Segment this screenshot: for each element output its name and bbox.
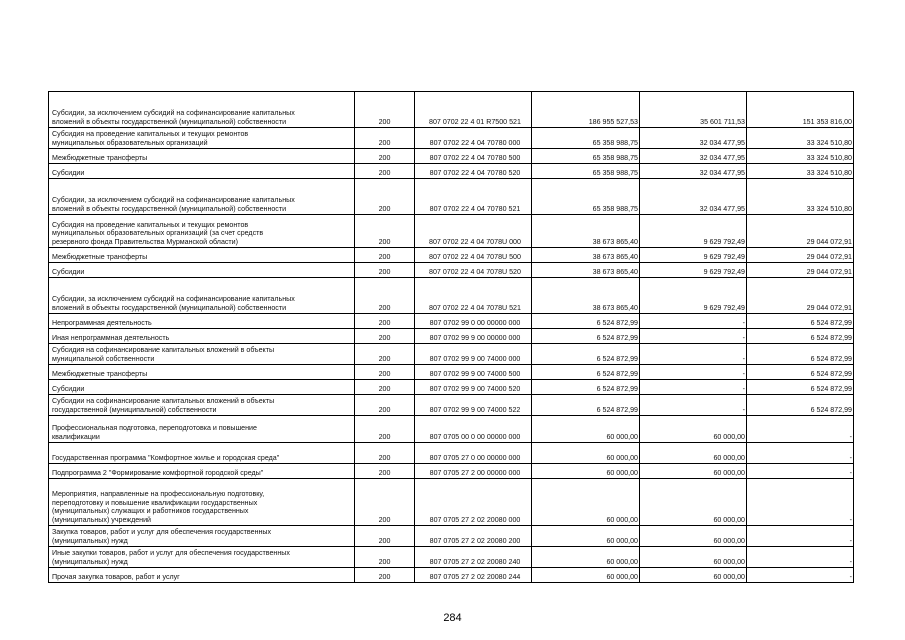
row-value-3-cell: 33 324 510,80 [747,128,854,149]
row-classification-cell: 807 0702 99 0 00 00000 000 [415,314,532,329]
row-name-cell [49,164,355,179]
row-value-1-cell: 60 000,00 [532,547,640,568]
row-code-cell: 200 [355,416,415,443]
row-classification-cell: 807 0705 27 2 00 00000 000 [415,464,532,479]
row-name-cell [49,416,355,443]
row-name-text: Субсидия на софинансирование капитальных вложений в объекты муниципальной собственности [52,346,275,363]
row-value-3-cell: - [747,568,854,583]
row-name-text: Субсидии, за исключением субсидий на софинансирование капитальных вложений в объекты государственной (муниципальной) собственности [52,196,295,213]
row-name-text: Профессиональная подготовка, переподготовка и повышение квалификации [52,424,257,441]
table-row [49,128,854,149]
row-name-text: Закупка товаров, работ и услуг для обеспечения государственных (муниципальных) нужд [52,528,272,545]
row-value-1-cell: 186 955 527,53 [532,92,640,128]
row-value-1-cell: 6 524 872,99 [532,365,640,380]
row-value-2-cell: - [640,344,747,365]
row-name-text: Прочая закупка товаров, работ и услуг [52,572,180,581]
row-name-cell [49,179,355,215]
row-value-2-cell: 35 601 711,53 [640,92,747,128]
row-value-2-cell: 9 629 792,49 [640,278,747,314]
row-value-3-cell: 6 524 872,99 [747,395,854,416]
row-code-cell: 200 [355,314,415,329]
row-name-text: Иная непрограммная деятельность [52,333,170,342]
row-classification-cell: 807 0702 22 4 04 70780 520 [415,164,532,179]
row-value-1-cell: 65 358 988,75 [532,128,640,149]
row-value-3-cell: 6 524 872,99 [747,344,854,365]
row-code-cell: 200 [355,92,415,128]
row-name-text: Непрограммная деятельность [52,318,152,327]
row-name-cell [49,395,355,416]
row-value-3-cell: 29 044 072,91 [747,278,854,314]
table-row [49,464,854,479]
row-name-text: Межбюджетные трансферты [52,252,148,261]
row-value-3-cell: - [747,443,854,464]
row-code-cell: 200 [355,479,415,526]
row-value-2-cell: 60 000,00 [640,526,747,547]
row-name-cell [49,464,355,479]
row-value-3-cell: - [747,547,854,568]
row-name-cell [49,526,355,547]
row-value-3-cell: 33 324 510,80 [747,179,854,215]
row-value-2-cell: 60 000,00 [640,479,747,526]
row-classification-cell: 807 0702 22 4 01 R7500 521 [415,92,532,128]
row-value-2-cell: - [640,365,747,380]
row-code-cell: 200 [355,568,415,583]
table-row [49,479,854,526]
row-name-text: Субсидии [52,168,85,177]
table-row [49,380,854,395]
row-name-cell [49,547,355,568]
row-value-3-cell: - [747,479,854,526]
row-value-3-cell: 6 524 872,99 [747,380,854,395]
row-name-cell [49,329,355,344]
row-value-3-cell: 29 044 072,91 [747,248,854,263]
row-code-cell: 200 [355,547,415,568]
row-value-1-cell: 6 524 872,99 [532,395,640,416]
row-value-1-cell: 38 673 865,40 [532,215,640,248]
row-value-1-cell: 38 673 865,40 [532,278,640,314]
row-value-1-cell: 6 524 872,99 [532,329,640,344]
row-classification-cell: 807 0702 22 4 04 7078U 521 [415,278,532,314]
row-code-cell: 200 [355,526,415,547]
row-value-1-cell: 65 358 988,75 [532,164,640,179]
row-code-cell: 200 [355,263,415,278]
row-classification-cell: 807 0702 22 4 04 7078U 520 [415,263,532,278]
row-classification-cell: 807 0702 99 9 00 00000 000 [415,329,532,344]
row-classification-cell: 807 0705 27 2 02 20080 200 [415,526,532,547]
row-code-cell: 200 [355,464,415,479]
row-value-1-cell: 6 524 872,99 [532,380,640,395]
row-value-1-cell: 65 358 988,75 [532,149,640,164]
row-code-cell: 200 [355,128,415,149]
row-name-cell [49,344,355,365]
row-name-text: Иные закупки товаров, работ и услуг для обеспечения государственных (муниципальных) нужд [52,549,290,566]
row-value-2-cell: 60 000,00 [640,416,747,443]
row-classification-cell: 807 0705 27 2 02 20080 240 [415,547,532,568]
row-value-1-cell: 38 673 865,40 [532,263,640,278]
row-value-3-cell: - [747,416,854,443]
table-row [49,263,854,278]
row-value-3-cell: 151 353 816,00 [747,92,854,128]
row-value-3-cell: 6 524 872,99 [747,329,854,344]
row-value-1-cell: 6 524 872,99 [532,344,640,365]
row-value-2-cell: 60 000,00 [640,464,747,479]
table-row [49,344,854,365]
row-name-cell [49,128,355,149]
row-code-cell: 200 [355,278,415,314]
row-classification-cell: 807 0702 22 4 04 70780 000 [415,128,532,149]
row-value-2-cell: 9 629 792,49 [640,248,747,263]
table-row [49,365,854,380]
row-name-text: Межбюджетные трансферты [52,153,148,162]
row-value-3-cell: - [747,464,854,479]
row-value-3-cell: 29 044 072,91 [747,263,854,278]
row-code-cell: 200 [355,179,415,215]
table-row [49,278,854,314]
row-code-cell: 200 [355,149,415,164]
row-name-cell [49,278,355,314]
row-value-3-cell: - [747,526,854,547]
row-code-cell: 200 [355,380,415,395]
row-name-cell [49,314,355,329]
budget-execution-table [48,91,854,583]
row-name-text: Подпрограмма 2 "Формирование комфортной городской среды" [52,468,264,477]
table-row [49,395,854,416]
row-value-2-cell: 60 000,00 [640,547,747,568]
row-code-cell: 200 [355,164,415,179]
row-classification-cell: 807 0705 27 0 00 00000 000 [415,443,532,464]
row-value-2-cell: - [640,314,747,329]
row-value-1-cell: 60 000,00 [532,526,640,547]
row-value-1-cell: 38 673 865,40 [532,248,640,263]
row-value-2-cell: - [640,380,747,395]
row-value-3-cell: 6 524 872,99 [747,314,854,329]
row-value-2-cell: 9 629 792,49 [640,215,747,248]
row-name-text: Субсидии, за исключением субсидий на софинансирование капитальных вложений в объекты государственной (муниципальной) собственности [52,295,295,312]
row-name-cell [49,263,355,278]
row-value-2-cell: 32 034 477,95 [640,128,747,149]
row-name-text: Субсидии, за исключением субсидий на софинансирование капитальных вложений в объекты государственной (муниципальной) собственности [52,109,295,126]
row-classification-cell: 807 0702 22 4 04 7078U 000 [415,215,532,248]
row-value-1-cell: 60 000,00 [532,479,640,526]
table-row [49,443,854,464]
table-row [49,248,854,263]
row-code-cell: 200 [355,329,415,344]
table-row [49,526,854,547]
row-code-cell: 200 [355,248,415,263]
row-value-3-cell: 33 324 510,80 [747,164,854,179]
row-value-2-cell: 60 000,00 [640,568,747,583]
table-row [49,164,854,179]
row-name-cell [49,479,355,526]
table-row [49,416,854,443]
row-value-3-cell: 33 324 510,80 [747,149,854,164]
table-body [49,92,854,583]
row-code-cell: 200 [355,215,415,248]
row-classification-cell: 807 0702 99 9 00 74000 500 [415,365,532,380]
row-value-1-cell: 60 000,00 [532,464,640,479]
row-value-3-cell: 6 524 872,99 [747,365,854,380]
row-value-3-cell: 29 044 072,91 [747,215,854,248]
row-code-cell: 200 [355,443,415,464]
row-value-1-cell: 60 000,00 [532,568,640,583]
row-classification-cell: 807 0702 22 4 04 70780 521 [415,179,532,215]
row-name-text: Субсидия на проведение капитальных и текущих ремонтов муниципальных образовательных организаций [52,130,249,147]
row-classification-cell: 807 0705 27 2 02 20080 244 [415,568,532,583]
row-classification-cell: 807 0702 99 9 00 74000 520 [415,380,532,395]
row-name-cell [49,443,355,464]
row-classification-cell: 807 0702 22 4 04 70780 500 [415,149,532,164]
table-row [49,568,854,583]
row-name-text: Государственная программа "Комфортное жилье и городская среда" [52,453,280,462]
row-value-1-cell: 60 000,00 [532,416,640,443]
row-name-cell [49,215,355,248]
row-name-cell [49,248,355,263]
row-name-cell [49,149,355,164]
row-classification-cell: 807 0702 22 4 04 7078U 500 [415,248,532,263]
table-row [49,149,854,164]
row-name-cell [49,365,355,380]
table-row [49,179,854,215]
row-value-1-cell: 6 524 872,99 [532,314,640,329]
row-value-2-cell: 9 629 792,49 [640,263,747,278]
row-code-cell: 200 [355,344,415,365]
table-row [49,329,854,344]
row-value-2-cell: 32 034 477,95 [640,179,747,215]
row-value-2-cell: 32 034 477,95 [640,149,747,164]
row-value-2-cell: 60 000,00 [640,443,747,464]
row-value-2-cell: 32 034 477,95 [640,164,747,179]
row-name-text: Межбюджетные трансферты [52,369,148,378]
row-name-text: Субсидии [52,384,85,393]
row-classification-cell: 807 0705 00 0 00 00000 000 [415,416,532,443]
row-classification-cell: 807 0705 27 2 02 20080 000 [415,479,532,526]
row-name-text: Субсидии [52,267,85,276]
row-name-cell [49,380,355,395]
table-row [49,92,854,128]
row-name-text: Мероприятия, направленные на профессиональную подготовку, переподготовку и повышение квалификации государственных (муниципальных) служащих и работников государственных (муниципальных) учреждений [52,490,265,524]
row-classification-cell: 807 0702 99 9 00 74000 522 [415,395,532,416]
row-classification-cell: 807 0702 99 9 00 74000 000 [415,344,532,365]
row-name-cell [49,92,355,128]
table-row [49,215,854,248]
row-value-1-cell: 65 358 988,75 [532,179,640,215]
row-value-2-cell: - [640,329,747,344]
row-code-cell: 200 [355,365,415,380]
row-name-text: Субсидия на проведение капитальных и текущих ремонтов муниципальных образовательных организаций (за счет средств резервного фонда Правительства Мурманской области) [52,220,264,246]
row-value-1-cell: 60 000,00 [532,443,640,464]
row-name-cell [49,568,355,583]
table-row [49,314,854,329]
row-code-cell: 200 [355,395,415,416]
table-row [49,547,854,568]
row-name-text: Субсидии на софинансирование капитальных вложений в объекты государственной (муниципальной) собственности [52,397,275,414]
row-value-2-cell: - [640,395,747,416]
page-number: 284 [443,612,462,624]
